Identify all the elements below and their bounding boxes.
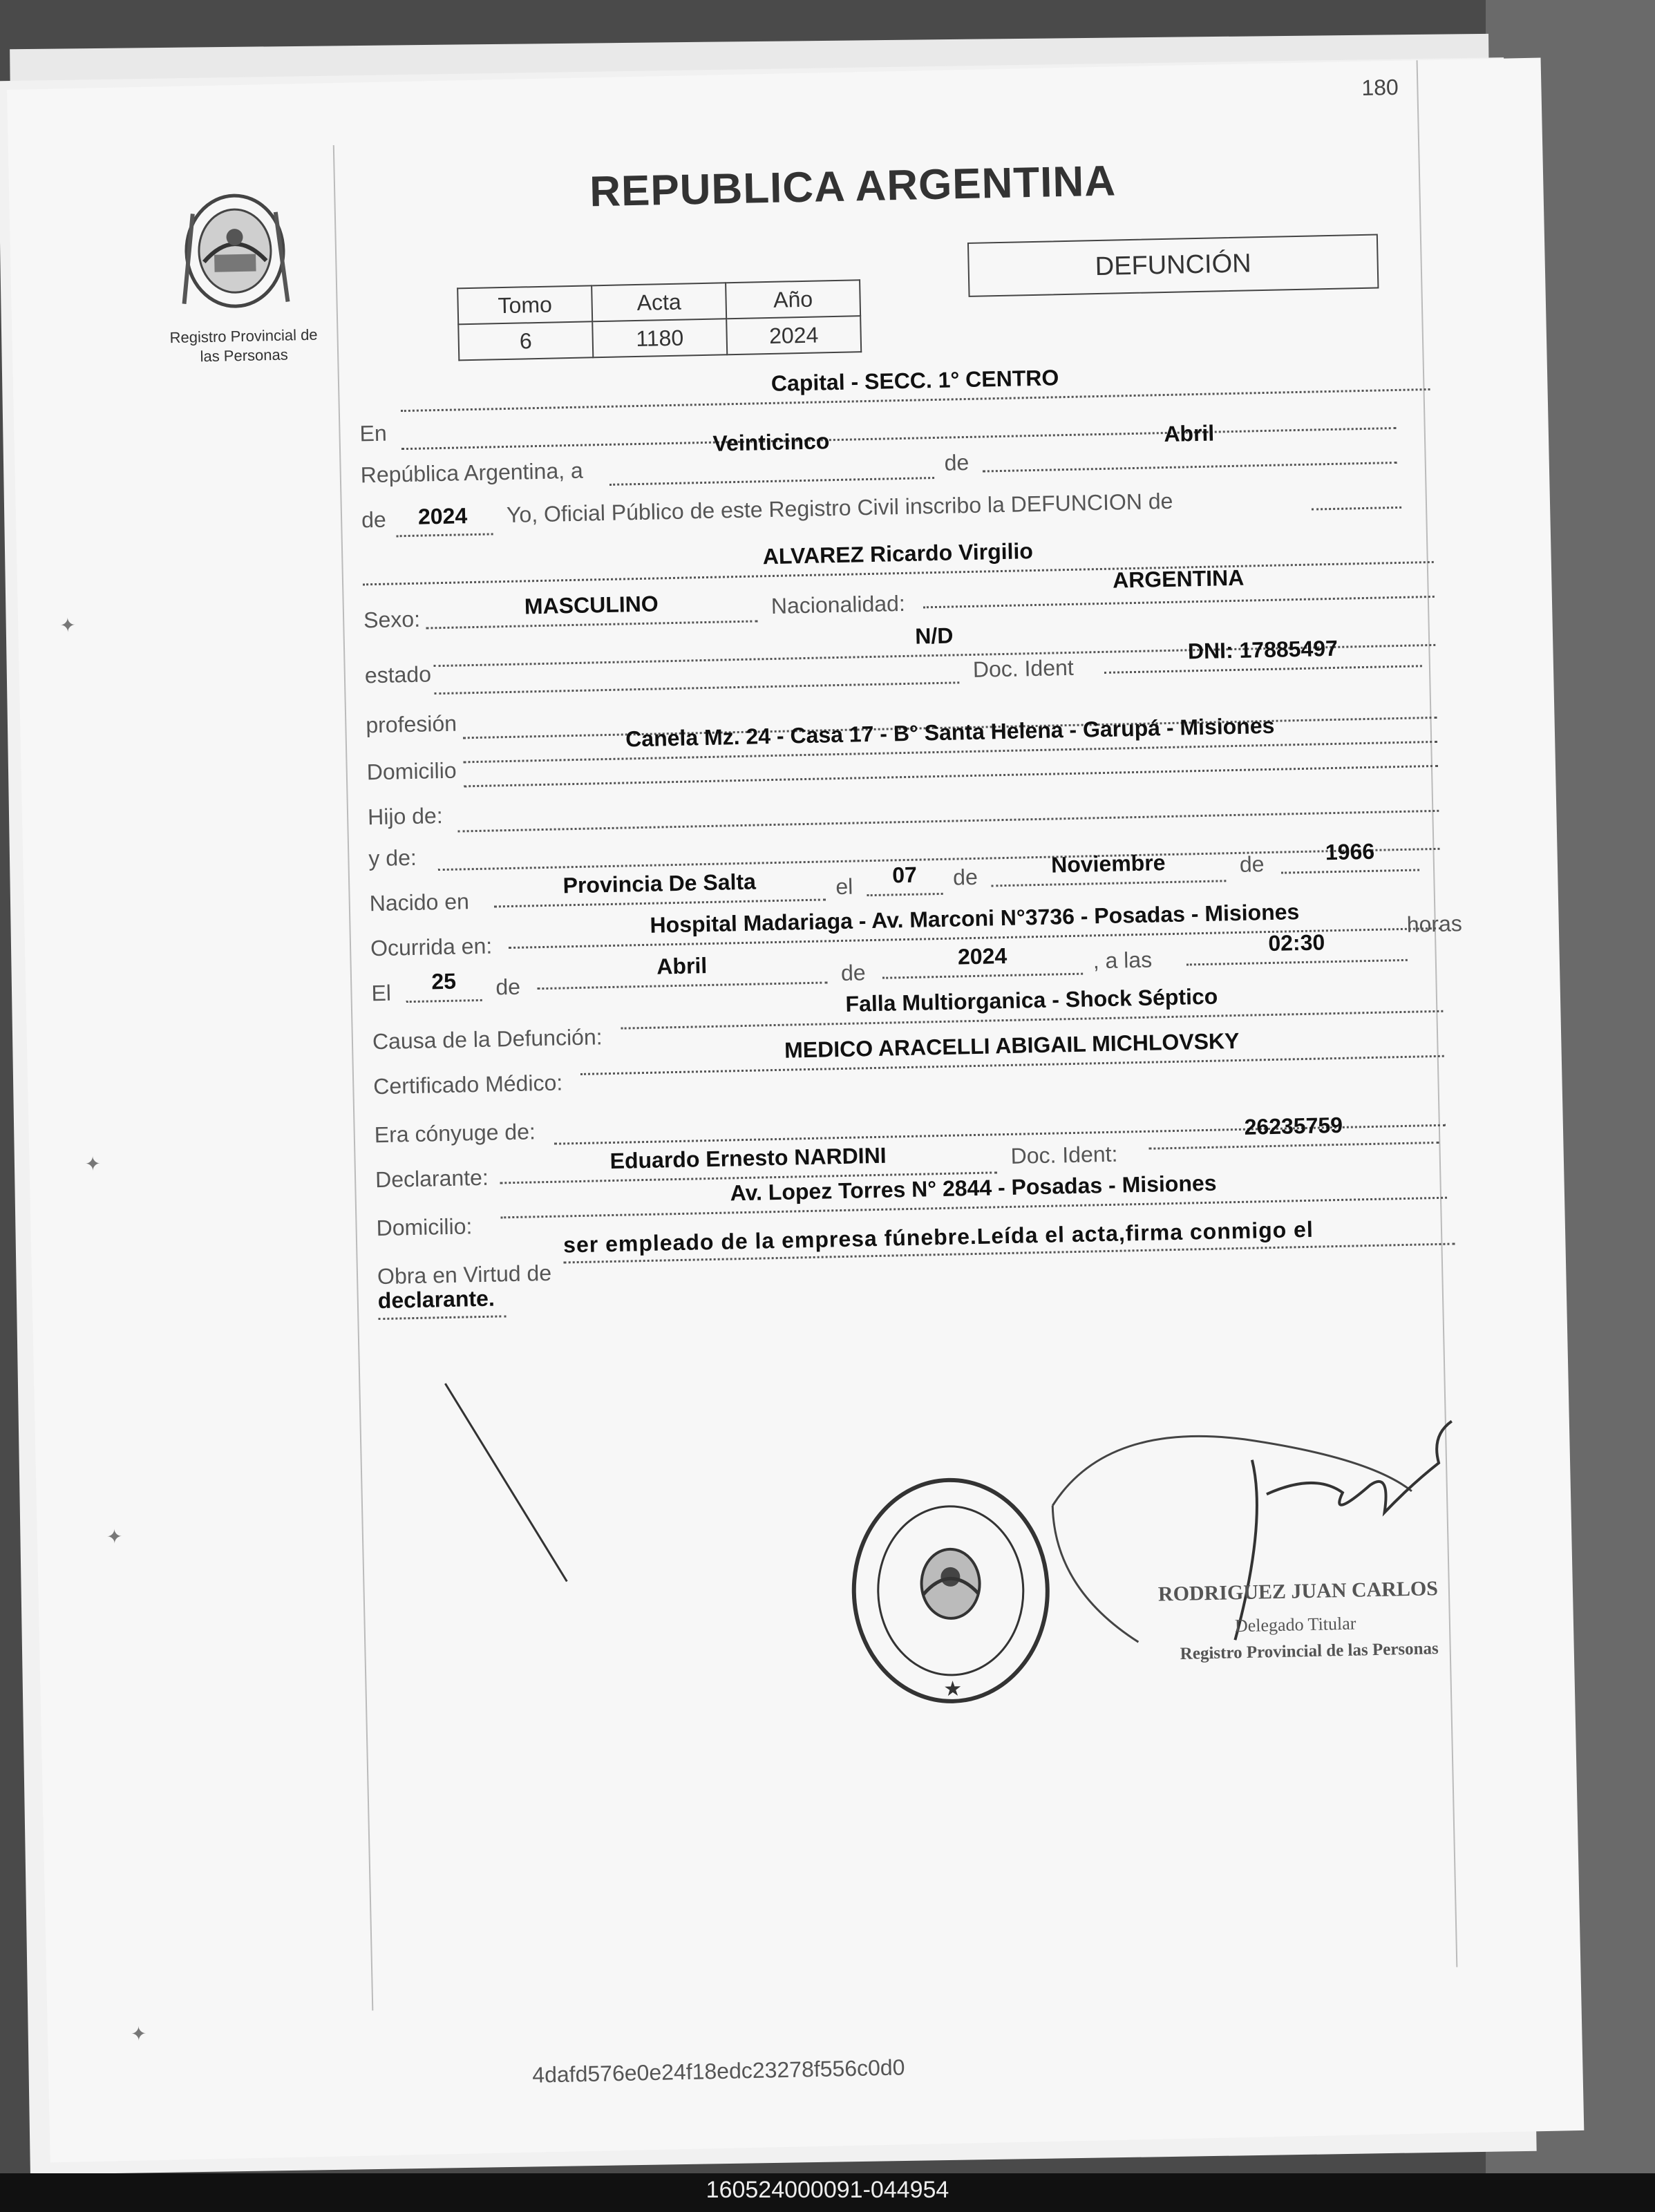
y-de-label: y de: (368, 844, 417, 871)
location-value: Capital - SECC. 1° CENTRO (770, 365, 1059, 396)
dotted-line (397, 533, 493, 537)
official-role: Delegado Titular (1234, 1613, 1356, 1636)
death-year-value: 2024 (957, 943, 1008, 970)
doc-ident-value: DNI: 17885497 (1187, 635, 1339, 664)
profesion-label: profesión (365, 710, 457, 738)
registry-caption (150, 325, 337, 368)
nacionalidad-value: ARGENTINA (1112, 565, 1245, 593)
el2-label: El (371, 980, 392, 1006)
dotted-line (494, 898, 826, 907)
death-day-value: 25 (431, 968, 457, 994)
causa-value: Falla Multiorganica - Shock Séptico (845, 983, 1218, 1017)
birth-year-value: 1966 (1325, 838, 1375, 865)
en-label: En (359, 420, 388, 446)
dotted-line (464, 765, 1438, 788)
sexo-value: MASCULINO (524, 591, 659, 619)
dotted-line (378, 1315, 506, 1320)
right-margin-line (1417, 60, 1458, 1967)
dotted-line (1281, 869, 1419, 873)
de2-label: de (952, 864, 978, 890)
death-month-value: Abril (656, 953, 708, 979)
doc2-label: Doc. Ident: (1010, 1141, 1118, 1169)
sexo-label: Sexo: (363, 606, 421, 633)
document-title: REPUBLICA ARGENTINA (589, 157, 1117, 216)
footer-code: 160524000091-044954 (706, 2177, 949, 2203)
domicilio-label: Domicilio (366, 757, 457, 785)
declarante-value: Eduardo Ernesto NARDINI (609, 1142, 887, 1174)
birth-day-value: 07 (891, 862, 918, 888)
value-acta: 1180 (592, 319, 727, 357)
document-hash: 4dafd576e0e24f18edc23278f556c0d0 (531, 2054, 905, 2088)
obra-label: Obra en Virtud de (377, 1260, 552, 1289)
dotted-line (434, 681, 959, 694)
causa-label: Causa de la Defunción: (372, 1024, 603, 1055)
document-type-box: DEFUNCIÓN (967, 234, 1379, 297)
inscribo-label: Yo, Oficial Público de este Registro Civil inscribo la DEFUNCION de (506, 488, 1173, 527)
declarante-label: Declarante: (375, 1164, 489, 1193)
obra-value-line2: declarante. (377, 1285, 495, 1314)
strike-line (442, 1377, 570, 1587)
doc2-value: 26235759 (1244, 1112, 1343, 1140)
year-de-label: de (361, 507, 387, 533)
nacido-value: Provincia De Salta (562, 869, 757, 898)
estado-value: N/D (914, 623, 954, 649)
dotted-line (991, 880, 1226, 887)
registry-caption-line2: las Personas (200, 346, 288, 366)
a-las-label: , a las (1093, 947, 1153, 974)
record-table (457, 279, 862, 361)
binding-hole-icon: ✦ (130, 2023, 147, 2045)
de5-label: de (840, 960, 866, 985)
dotted-line (867, 893, 943, 896)
registry-caption-line1: Registro Provincial de (169, 325, 318, 347)
obra-value: ser empleado de la empresa fúnebre.Leída el acta,firma conmigo el (562, 1216, 1314, 1258)
dotted-line (458, 810, 1439, 833)
dotted-line (609, 477, 934, 486)
binding-hole-icon: ✦ (59, 614, 77, 636)
horas-label: horas (1406, 911, 1463, 937)
binding-hole-icon: ✦ (84, 1153, 102, 1175)
dotted-line (882, 973, 1083, 979)
dotted-line (1186, 959, 1408, 966)
certificado-value: MEDICO ARACELLI ABIGAIL MICHLOVSKY (784, 1028, 1240, 1063)
ocurrida-value: Hospital Madariaga - Av. Marconi N°3736 - Posadas - Misiones (650, 899, 1300, 938)
death-time-value: 02:30 (1267, 929, 1325, 956)
month-value: Abril (1163, 420, 1215, 447)
value-ano: 2024 (726, 316, 861, 355)
domicilio2-value: Av. Lopez Torres N° 2844 - Posadas - Misiones (730, 1170, 1217, 1206)
republica-label: República Argentina, a (360, 457, 584, 488)
official-org: Registro Provincial de las Personas (1180, 1639, 1439, 1663)
de3-label: de (1239, 851, 1265, 877)
header-acta: Acta (592, 283, 726, 321)
deceased-name-value: ALVAREZ Ricardo Virgilio (762, 538, 1034, 569)
doc-ident-label: Doc. Ident (972, 654, 1075, 682)
certificado-label: Certificado Médico: (372, 1070, 563, 1099)
domicilio2-label: Domicilio: (376, 1213, 473, 1241)
binding-hole-icon: ✦ (106, 1525, 123, 1548)
dotted-line (1104, 665, 1422, 674)
birth-month-value: Noviembre (1050, 850, 1166, 878)
el-label: el (835, 873, 853, 900)
nacido-label: Nacido en (369, 889, 470, 916)
dotted-line (537, 981, 827, 990)
domicilio-value: Canela Mz. 24 - Casa 17 - B° Santa Helena - Garupá - Misiones (625, 712, 1275, 752)
dotted-line (406, 999, 482, 1003)
official-name: RODRIGUEZ JUAN CARLOS (1157, 1577, 1439, 1606)
de-label: de (944, 449, 970, 475)
dotted-line (923, 596, 1435, 608)
dotted-line (1312, 507, 1401, 511)
page-number: 180 (1361, 74, 1399, 100)
provincial-seal-icon (175, 184, 295, 318)
value-tomo: 6 (458, 321, 593, 360)
header-tomo: Tomo (457, 285, 592, 324)
conyuge-label: Era cónyuge de: (374, 1119, 536, 1148)
year-value: 2024 (417, 503, 468, 529)
estado-label: estado (364, 661, 432, 688)
day-words-value: Veinticinco (712, 428, 830, 456)
header-ano: Año (726, 280, 860, 319)
dotted-line (983, 462, 1397, 473)
ocurrida-label: Ocurrida en: (370, 933, 493, 961)
hijo-label: Hijo de: (367, 803, 444, 830)
de4-label: de (495, 974, 521, 1000)
svg-text:★: ★ (943, 1677, 963, 1701)
certificate-page (7, 58, 1584, 2163)
dotted-line (1148, 1142, 1439, 1150)
nacionalidad-label: Nacionalidad: (770, 590, 906, 618)
